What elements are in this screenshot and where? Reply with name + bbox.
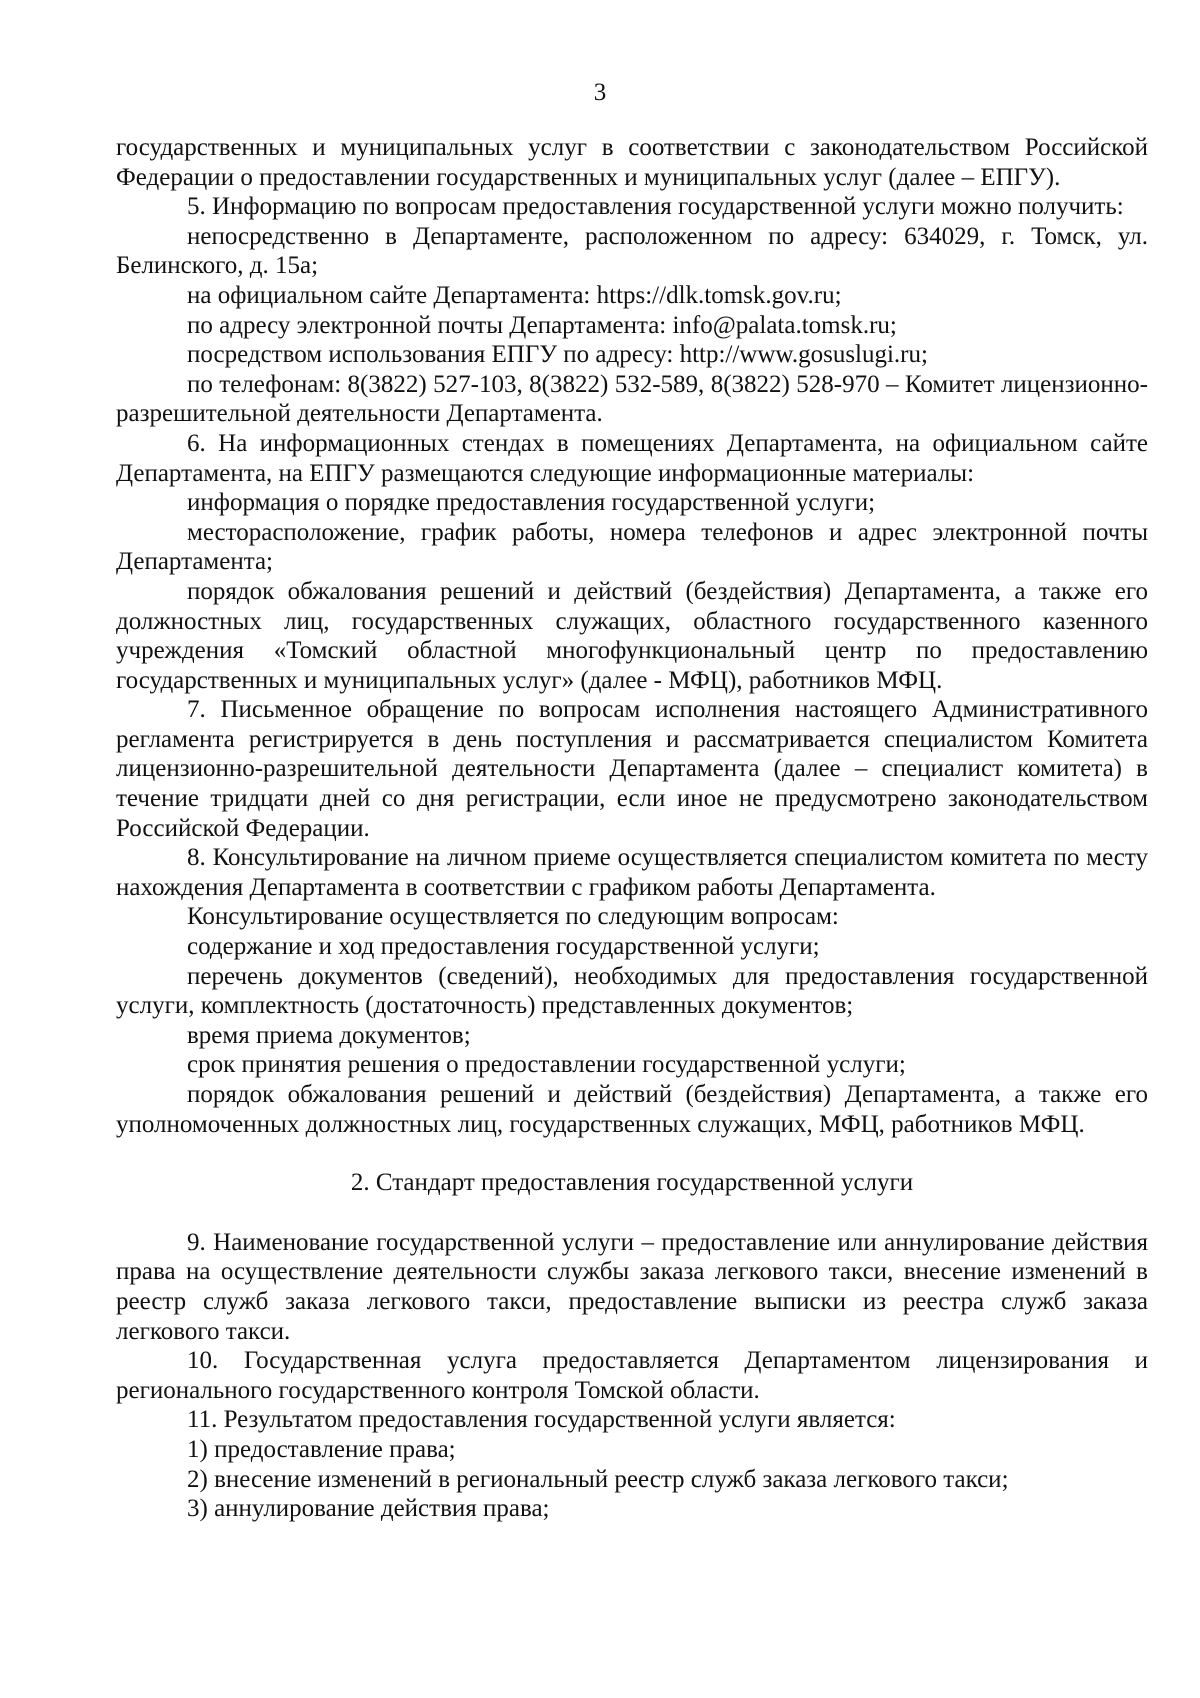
paragraph: 5. Информацию по вопросам предоставления государственной услуги можно получить: xyxy=(187,193,1124,221)
paragraph: порядок обжалования решений и действий (бездействия) Департамента, а также его должностных лиц, государственных служащих, областного государственного казенного учреждения «Томский областной многофункциональный центр по предоставлению государственных и муниципальных услуг» (далее - МФЦ), работников МФЦ. xyxy=(116,577,1148,694)
paragraph: 6. На информационных стендах в помещениях Департамента, на официальном сайте Департамента, на ЕПГУ размещаются следующие информационные материалы: xyxy=(116,429,1148,487)
paragraph: по телефонам: 8(3822) 527-103, 8(3822) 532-589, 8(3822) 528-970 – Комитет лицензионно-разрешительной деятельности Департамента. xyxy=(116,370,1148,428)
paragraph: порядок обжалования решений и действий (бездействия) Департамента, а также его уполномоченных должностных лиц, государственных служащих, МФЦ, работников МФЦ. xyxy=(116,1081,1148,1138)
paragraph: 9. Наименование государственной услуги – предоставление или аннулирование действия права на осуществление деятельности службы заказа легкового такси, внесение изменений в реестр служб заказа легкового такси, предоставление выписки из реестра служб заказа легкового такси. xyxy=(116,1228,1148,1345)
paragraph: информация о порядке предоставления государственной услуги; xyxy=(187,489,876,517)
paragraphs-after-section xyxy=(116,1228,1148,1524)
paragraph: 7. Письменное обращение по вопросам исполнения настоящего Административного регламента регистрируется в день поступления и рассматривается специалистом Комитета лицензионно-разрешительной деятельности Департамента (далее – специалист комитета) в течение тридцати дней со дня регистрации, если иное не предусмотрено законодательством Российской Федерации. xyxy=(116,696,1148,842)
paragraph: содержание и ход предоставления государственной услуги; xyxy=(187,933,820,961)
paragraphs-before-section xyxy=(116,133,1148,1139)
paragraph: срок принятия решения о предоставлении государственной услуги; xyxy=(187,1051,906,1079)
paragraph: государственных и муниципальных услуг в соответствии с законодательством Российской Федерации о предоставлении государственных и муниципальных услуг (далее – ЕПГУ). xyxy=(116,134,1148,191)
paragraph: 1) предоставление права; xyxy=(187,1435,456,1463)
section-heading: 2. Стандарт предоставления государственной услуги xyxy=(350,1169,914,1197)
paragraph: 8. Консультирование на личном приеме осуществляется специалистом комитета по месту нахождения Департамента в соответствии с графиком работы Департамента. xyxy=(116,844,1148,901)
document-body xyxy=(116,133,1148,1524)
paragraph: на официальном сайте Департамента: https://dlk.tomsk.gov.ru; xyxy=(187,281,842,309)
paragraph: 2) внесение изменений в региональный реестр служб заказа легкового такси; xyxy=(187,1465,1009,1493)
paragraph: 10. Государственная услуга предоставляется Департаментом лицензирования и регионального государственного контроля Томской области. xyxy=(116,1347,1148,1404)
paragraph: перечень документов (сведений), необходимых для предоставления государственной услуги, комплектность (достаточность) представленных документов; xyxy=(116,962,1148,1020)
paragraph: время приема документов; xyxy=(187,1021,471,1049)
paragraph: по адресу электронной почты Департамента: info@palata.tomsk.ru; xyxy=(187,311,897,339)
paragraph: 3) аннулирование действия права; xyxy=(187,1495,550,1523)
paragraph: посредством использования ЕПГУ по адресу: http://www.gosuslugi.ru; xyxy=(187,341,928,369)
paragraph: месторасположение, график работы, номера телефонов и адрес электронной почты Департамента; xyxy=(116,518,1148,576)
page-number: 3 xyxy=(593,79,607,106)
paragraph: 11. Результатом предоставления государственной услуги является: xyxy=(187,1406,896,1434)
paragraph: Консультирование осуществляется по следующим вопросам: xyxy=(187,903,839,931)
paragraph: непосредственно в Департаменте, расположенном по адресу: 634029, г. Томск, ул. Белинского, д. 15а; xyxy=(116,222,1148,280)
